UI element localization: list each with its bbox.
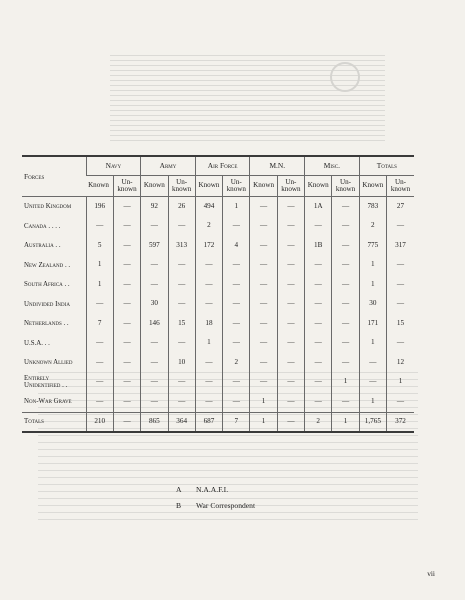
subheader-unknown: Un- known <box>277 176 304 197</box>
table-cell: 2 <box>195 217 222 237</box>
table-cell: — <box>305 334 332 354</box>
table-cell: — <box>277 236 304 256</box>
table-cell: — <box>277 373 304 393</box>
table-cell: — <box>113 334 140 354</box>
table-row <box>22 295 414 315</box>
table-cell: 775 <box>359 236 386 256</box>
footnote-a <box>176 481 255 497</box>
table-cell: 1 <box>359 334 386 354</box>
table-cell: — <box>113 373 140 393</box>
table-cell: — <box>86 295 113 315</box>
table-cell: 1 <box>86 256 113 276</box>
table-row <box>22 275 414 295</box>
table-row <box>22 256 414 276</box>
table-cell: 30 <box>359 295 386 315</box>
table-cell: — <box>277 256 304 276</box>
table-cell: 27 <box>387 197 415 217</box>
table-cell: 313 <box>168 236 195 256</box>
table-cell: 1 <box>359 256 386 276</box>
group-header-air-force: Air Force <box>195 156 250 176</box>
row-label: South Africa . . <box>24 281 70 289</box>
table-cell: — <box>141 392 168 412</box>
table-cell: — <box>250 236 277 256</box>
subheader-known: Known <box>141 176 168 197</box>
table-cell: — <box>113 236 140 256</box>
table-cell: 1 <box>223 197 250 217</box>
table-cell: — <box>195 275 222 295</box>
table-cell: — <box>141 217 168 237</box>
footnote-key: B <box>176 500 182 510</box>
table-cell: — <box>195 295 222 315</box>
group-header-navy: Navy <box>86 156 141 176</box>
table-cell: 146 <box>141 314 168 334</box>
table-cell: — <box>332 314 359 334</box>
table-cell: — <box>387 256 415 276</box>
table-cell: — <box>86 217 113 237</box>
table-cell: 1 <box>359 275 386 295</box>
table-cell: — <box>250 314 277 334</box>
table-cell: — <box>277 275 304 295</box>
table-cell: 7 <box>223 412 250 432</box>
row-label: New Zealand . . <box>24 261 71 269</box>
table-cell: 1 <box>332 412 359 432</box>
table-cell: — <box>332 217 359 237</box>
subheader-unknown: Un- known <box>332 176 359 197</box>
table-cell: — <box>113 217 140 237</box>
subheader-unknown: Un- known <box>387 176 415 197</box>
table-cell: 30 <box>141 295 168 315</box>
footnotes <box>176 481 255 513</box>
group-header-army: Army <box>141 156 196 176</box>
table-cell: — <box>195 373 222 393</box>
table-cell: — <box>332 236 359 256</box>
table-cell: — <box>332 256 359 276</box>
subheader-unknown: Un- known <box>113 176 140 197</box>
table-cell: 171 <box>359 314 386 334</box>
table-cell: — <box>332 334 359 354</box>
table-cell: 2 <box>305 412 332 432</box>
table-cell: 15 <box>387 314 415 334</box>
table-cell: — <box>250 334 277 354</box>
table-cell: — <box>86 353 113 373</box>
table-cell: 783 <box>359 197 386 217</box>
table-cell: — <box>250 256 277 276</box>
table-cell: — <box>168 392 195 412</box>
table-cell: — <box>113 256 140 276</box>
table-cell: — <box>277 334 304 354</box>
group-header-misc: Misc. <box>305 156 360 176</box>
table-cell: 597 <box>141 236 168 256</box>
forces-header: Forces <box>22 156 86 197</box>
table-cell: — <box>305 256 332 276</box>
table-cell: 1A <box>305 197 332 217</box>
table-cell: 1 <box>359 392 386 412</box>
table-cell: — <box>359 373 386 393</box>
table-cell: — <box>195 256 222 276</box>
table-cell: — <box>223 275 250 295</box>
table-cell: 364 <box>168 412 195 432</box>
table-cell: 687 <box>195 412 222 432</box>
table-cell: 494 <box>195 197 222 217</box>
table-cell: — <box>168 275 195 295</box>
table-cell: — <box>305 295 332 315</box>
show-through-emblem <box>330 62 360 92</box>
table-row <box>22 353 414 373</box>
table-cell: — <box>277 412 304 432</box>
table-cell: — <box>332 275 359 295</box>
table-cell: — <box>387 217 415 237</box>
table-cell: — <box>113 295 140 315</box>
table-cell: 1 <box>250 412 277 432</box>
table-cell: 5 <box>86 236 113 256</box>
table-cell: — <box>277 353 304 373</box>
table-cell: — <box>141 275 168 295</box>
table-cell: — <box>387 275 415 295</box>
table-cell: 1,765 <box>359 412 386 432</box>
table-cell: 7 <box>86 314 113 334</box>
table-cell: — <box>305 353 332 373</box>
table-cell: — <box>277 197 304 217</box>
footnote-key: A <box>176 484 182 494</box>
table-cell: 1 <box>387 373 415 393</box>
subheader-known: Known <box>86 176 113 197</box>
table-cell: — <box>113 197 140 217</box>
table-cell: 15 <box>168 314 195 334</box>
table-cell: 372 <box>387 412 415 432</box>
table-cell: — <box>195 392 222 412</box>
row-label: U.S.A. . . <box>24 339 50 347</box>
subheader-unknown: Un- known <box>168 176 195 197</box>
table-cell: 196 <box>86 197 113 217</box>
table-cell: — <box>250 275 277 295</box>
table-cell: — <box>223 373 250 393</box>
table-cell: — <box>305 275 332 295</box>
table-cell: — <box>223 295 250 315</box>
table-row <box>22 334 414 354</box>
totals-row <box>22 412 414 432</box>
subheader-known: Known <box>250 176 277 197</box>
table-cell: — <box>168 373 195 393</box>
table-cell: — <box>141 353 168 373</box>
table-group-header-row <box>22 156 414 176</box>
table-cell: — <box>277 295 304 315</box>
table-cell: — <box>223 314 250 334</box>
table-cell: — <box>86 373 113 393</box>
table-cell: — <box>277 217 304 237</box>
table-row <box>22 197 414 217</box>
table-cell: 1B <box>305 236 332 256</box>
table-cell: — <box>387 295 415 315</box>
row-label: Netherlands . . <box>24 320 69 328</box>
table-cell: — <box>277 314 304 334</box>
table-cell: — <box>113 314 140 334</box>
burials-by-force-table <box>22 155 414 433</box>
table-cell: — <box>359 353 386 373</box>
subheader-known: Known <box>359 176 386 197</box>
table-cell: — <box>250 353 277 373</box>
table-cell: — <box>168 217 195 237</box>
table-cell: 4 <box>223 236 250 256</box>
table-cell: — <box>305 392 332 412</box>
table-cell: — <box>250 295 277 315</box>
table-cell: — <box>250 197 277 217</box>
group-header-mn: M.N. <box>250 156 305 176</box>
table-cell: — <box>113 412 140 432</box>
table-cell: — <box>113 275 140 295</box>
table-cell: 1 <box>86 275 113 295</box>
page-number: vii <box>427 569 435 578</box>
row-label: Undivided India <box>24 300 70 308</box>
footnote-text: War Correspondent <box>196 500 256 510</box>
table-cell: 1 <box>250 392 277 412</box>
table-cell: 1 <box>195 334 222 354</box>
table-cell: — <box>168 295 195 315</box>
table-cell: — <box>387 334 415 354</box>
table-cell: 1 <box>332 373 359 393</box>
table-cell: 2 <box>223 353 250 373</box>
table-row <box>22 217 414 237</box>
footnote-text: N.A.A.F.I. <box>196 484 229 494</box>
table-cell: — <box>332 197 359 217</box>
table-cell: — <box>113 392 140 412</box>
table-row <box>22 392 414 412</box>
table-cell: 12 <box>387 353 415 373</box>
table-cell: — <box>305 373 332 393</box>
table-cell: — <box>277 392 304 412</box>
row-label: Australia . . <box>24 242 61 250</box>
table-cell: — <box>332 392 359 412</box>
table-body <box>22 197 414 432</box>
table-cell: — <box>305 314 332 334</box>
table-cell: — <box>141 373 168 393</box>
row-label: Non-War Grave <box>24 398 72 406</box>
row-label: Canada . . . . <box>24 222 61 230</box>
table-row <box>22 236 414 256</box>
table-cell: — <box>86 392 113 412</box>
table-cell: — <box>332 295 359 315</box>
table-cell: — <box>305 217 332 237</box>
table-cell: 172 <box>195 236 222 256</box>
footnote-b <box>176 497 255 513</box>
table-cell: — <box>223 256 250 276</box>
row-label: United Kingdom <box>24 203 72 211</box>
table-cell: 92 <box>141 197 168 217</box>
row-label: Entirely Unidentified . . <box>24 375 68 390</box>
table-cell: 210 <box>86 412 113 432</box>
row-label: Unknown Allied <box>24 359 73 367</box>
table-row <box>22 373 414 393</box>
table-cell: — <box>86 334 113 354</box>
subheader-known: Known <box>195 176 222 197</box>
table-cell: — <box>223 217 250 237</box>
table-cell: 2 <box>359 217 386 237</box>
table-cell: 865 <box>141 412 168 432</box>
table-cell: — <box>195 353 222 373</box>
group-header-totals: Totals <box>359 156 414 176</box>
table-cell: 26 <box>168 197 195 217</box>
table-cell: — <box>387 392 415 412</box>
subheader-known: Known <box>305 176 332 197</box>
table-cell: — <box>250 217 277 237</box>
table-cell: — <box>141 334 168 354</box>
table-row <box>22 314 414 334</box>
table-cell: 18 <box>195 314 222 334</box>
table-cell: — <box>332 353 359 373</box>
table-cell: — <box>168 334 195 354</box>
subheader-unknown: Un- known <box>223 176 250 197</box>
table-cell: — <box>113 353 140 373</box>
table-cell: — <box>223 392 250 412</box>
table-cell: — <box>168 256 195 276</box>
table-cell: — <box>250 373 277 393</box>
row-label: Totals <box>22 412 86 432</box>
table-cell: — <box>141 256 168 276</box>
table-cell: — <box>223 334 250 354</box>
table-cell: 317 <box>387 236 415 256</box>
table-cell: 10 <box>168 353 195 373</box>
